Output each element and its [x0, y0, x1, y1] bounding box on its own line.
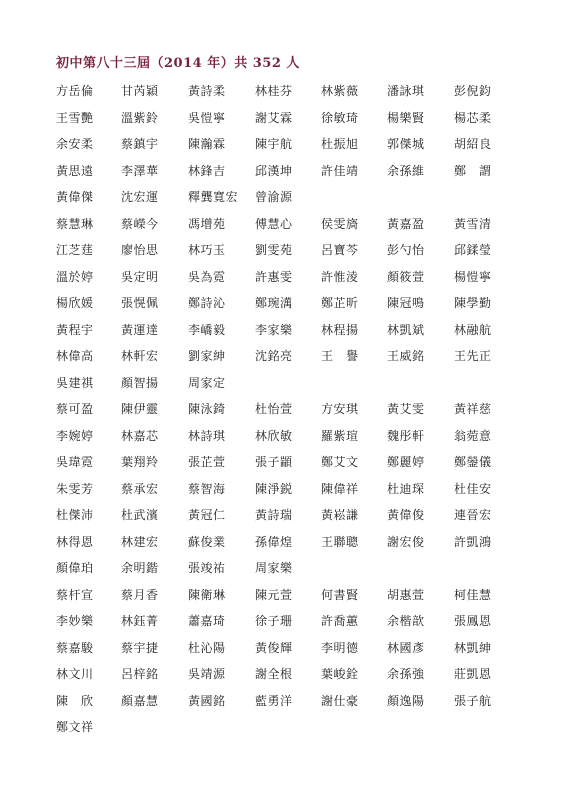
name-row [0, 215, 566, 233]
student-name: 羅紫瑄 [321, 428, 359, 443]
student-name: 許佳靖 [321, 163, 359, 178]
student-name: 蔡嘉駿 [56, 640, 94, 655]
student-name: 蔡鎮宇 [121, 137, 159, 151]
student-name: 林桂芬 [255, 84, 293, 98]
student-name: 林欣敏 [255, 428, 293, 443]
student-name: 吳靖源 [188, 667, 226, 681]
student-name: 黃思遠 [56, 163, 94, 178]
student-name: 余孫強 [387, 667, 425, 681]
student-name: 鄭鎣儀 [454, 455, 492, 469]
name-row [0, 135, 566, 153]
student-name: 陳元萱 [255, 587, 293, 602]
student-name: 陳冠鳴 [387, 296, 425, 310]
student-name: 黃偉傑 [56, 190, 94, 204]
student-name: 何書賢 [321, 587, 359, 602]
name-row [0, 347, 566, 365]
student-name: 王聯聰 [321, 534, 359, 549]
student-name: 陳瀚霖 [188, 137, 226, 151]
student-name: 廖怡思 [121, 243, 159, 257]
student-name: 陳學勤 [454, 296, 492, 310]
student-name: 溫於婷 [56, 269, 94, 284]
student-name: 邱鍒瑩 [454, 243, 492, 257]
student-name: 林凱紳 [454, 640, 492, 655]
name-row [0, 665, 566, 683]
student-name: 黃國銘 [188, 693, 226, 708]
student-name: 杜佳安 [454, 481, 492, 496]
name-row [0, 506, 566, 524]
student-name: 林建宏 [121, 534, 159, 549]
student-name: 方安琪 [321, 402, 359, 416]
name-row [0, 321, 566, 339]
student-name: 鄭麗婷 [387, 455, 425, 469]
name-row [0, 692, 566, 710]
student-name: 楊欣媛 [56, 296, 94, 310]
student-name: 許喬蕙 [321, 614, 359, 628]
student-name: 顏嘉慧 [121, 693, 159, 708]
name-row [0, 109, 566, 127]
student-name: 曾渝源 [255, 190, 293, 204]
student-name: 鄭文祥 [56, 720, 94, 734]
student-name: 林融航 [454, 322, 492, 337]
student-name: 蘇俊業 [188, 534, 226, 549]
student-name: 周家定 [188, 375, 226, 390]
student-name: 劉家紳 [188, 349, 226, 363]
student-name: 杜傑沛 [56, 508, 94, 522]
student-name: 蔡宇捷 [121, 640, 159, 655]
name-row [0, 82, 566, 100]
student-name: 釋龔寬宏 [188, 190, 239, 204]
name-row [0, 718, 566, 736]
student-name: 潘詠琪 [387, 84, 425, 98]
student-name: 楊樂賢 [387, 110, 425, 125]
student-name: 顏逸陽 [387, 693, 425, 708]
student-name: 魏彤軒 [387, 428, 425, 443]
student-name: 鄭琬澫 [255, 296, 293, 310]
student-name: 傅慧心 [255, 216, 293, 231]
student-name: 鄭詩沁 [188, 296, 226, 310]
student-name: 甘芮穎 [121, 84, 159, 98]
student-name: 陳泳錡 [188, 402, 226, 416]
student-name: 張竣祐 [188, 561, 226, 575]
student-name: 林偉高 [56, 349, 94, 363]
student-name: 謝宏俊 [387, 534, 425, 549]
student-name: 林鋒吉 [188, 163, 226, 178]
student-name: 李澤華 [121, 163, 159, 178]
student-name: 周家樂 [255, 561, 293, 575]
name-row [0, 427, 566, 445]
student-name: 林詩琪 [188, 428, 226, 443]
student-name: 陳宇航 [255, 137, 293, 151]
student-name: 謝艾霖 [255, 110, 293, 125]
student-name: 杜迪琛 [387, 481, 425, 496]
student-name: 王威銘 [387, 349, 425, 363]
student-name: 柯佳慧 [454, 587, 492, 602]
student-name: 劉雯苑 [255, 243, 293, 257]
student-name: 吳定明 [121, 269, 159, 284]
student-name: 江芝莛 [56, 243, 94, 257]
student-name: 張芷萱 [188, 455, 226, 469]
student-name: 吳愷寧 [188, 110, 226, 125]
name-row [0, 241, 566, 259]
student-name: 葉翔羚 [121, 455, 159, 469]
student-name: 郭傑城 [387, 137, 425, 151]
student-name: 黃俊輝 [255, 640, 293, 655]
student-name: 吳為霓 [188, 269, 226, 284]
student-name: 杜沁陽 [188, 640, 226, 655]
name-row [0, 188, 566, 206]
student-name: 顏筱萱 [387, 269, 425, 284]
name-row [0, 480, 566, 498]
student-name: 黃嘉盈 [387, 216, 425, 231]
student-name: 李嶠毅 [188, 322, 226, 337]
student-name: 余安柔 [56, 137, 94, 151]
student-name: 方岳倫 [56, 84, 94, 98]
student-name: 葉峻銓 [321, 667, 359, 681]
student-name: 陳偉祥 [321, 481, 359, 496]
student-name: 王 譽 [321, 349, 359, 363]
student-name: 蔡承宏 [121, 481, 159, 496]
student-name: 林國彥 [387, 640, 425, 655]
student-name: 鄭 謂 [454, 163, 492, 178]
student-name: 藍勇洋 [255, 693, 293, 708]
student-name: 黃艾雯 [387, 402, 425, 416]
student-name: 杜怡萱 [255, 402, 293, 416]
student-name: 翁菀意 [454, 428, 492, 443]
student-name: 呂梓銘 [121, 667, 159, 681]
student-name: 林文川 [56, 667, 94, 681]
student-name: 鄭芷昕 [321, 296, 359, 310]
student-name: 陳伊靈 [121, 402, 159, 416]
student-name: 黃詩柔 [188, 84, 226, 98]
name-row [0, 559, 566, 577]
student-name: 胡惠萱 [387, 587, 425, 602]
student-name: 孫偉煌 [255, 534, 293, 549]
student-name: 林程揚 [321, 322, 359, 337]
student-name: 張鳳恩 [454, 614, 492, 628]
student-name: 顏智揚 [121, 375, 159, 390]
student-name: 黃偉俊 [387, 508, 425, 522]
student-name: 張愰佩 [121, 296, 159, 310]
student-name: 李婉婷 [56, 428, 94, 443]
student-name: 陳衛琳 [188, 587, 226, 602]
student-name: 徐敏琦 [321, 110, 359, 125]
student-name: 陳淨鋭 [255, 481, 293, 496]
student-name: 蔡可盈 [56, 402, 94, 416]
student-name: 徐子珊 [255, 614, 293, 628]
name-row [0, 162, 566, 180]
name-row [0, 453, 566, 471]
student-name: 顏偉珀 [56, 561, 94, 575]
student-name: 黃祥慈 [454, 402, 492, 416]
student-name: 李家樂 [255, 322, 293, 337]
student-name: 余孫維 [387, 163, 425, 178]
name-row [0, 400, 566, 418]
student-name: 胡紹良 [454, 137, 492, 151]
name-row [0, 586, 566, 604]
page-title: 初中第八十三屆（2014 年）共 352 人 [56, 56, 300, 71]
student-name: 楊芯柔 [454, 110, 492, 125]
name-row [0, 268, 566, 286]
student-name: 蔡月香 [121, 587, 159, 602]
student-name: 連晉宏 [454, 508, 492, 522]
student-name: 沈宏運 [121, 190, 159, 204]
student-name: 彭勺怡 [387, 243, 425, 257]
student-name: 莊凱恩 [454, 667, 492, 681]
student-name: 許凱鴻 [454, 534, 492, 549]
student-name: 杜武濱 [121, 508, 159, 522]
student-name: 吳瑋霓 [56, 455, 94, 469]
student-name: 黃崧謙 [321, 508, 359, 522]
student-name: 張子航 [454, 693, 492, 708]
student-name: 余楷歆 [387, 614, 425, 628]
student-name: 許惠雯 [255, 269, 293, 284]
student-name: 林軒宏 [121, 349, 159, 363]
student-name: 黃雪清 [454, 216, 492, 231]
student-name: 王雪艷 [56, 110, 94, 125]
student-name: 陳 欣 [56, 693, 94, 708]
student-name: 林嘉芯 [121, 428, 159, 443]
student-name: 黃冠仁 [188, 508, 226, 522]
student-name: 蔡智海 [188, 481, 226, 496]
student-name: 林鈺菁 [121, 614, 159, 628]
student-name: 黃詩瑞 [255, 508, 293, 522]
name-row [0, 612, 566, 630]
name-row [0, 533, 566, 551]
student-name: 馮增苑 [188, 216, 226, 231]
student-name: 呂寶芩 [321, 243, 359, 257]
student-name: 許惟淩 [321, 269, 359, 284]
student-name: 朱雯芳 [56, 481, 94, 496]
student-name: 杜振旭 [321, 137, 359, 151]
student-name: 張子顓 [255, 455, 293, 469]
student-name: 謝仕豪 [321, 693, 359, 708]
student-name: 蔡杆宣 [56, 587, 94, 602]
student-name: 楊愷寧 [454, 269, 492, 284]
student-name: 林紫薇 [321, 84, 359, 98]
student-name: 邱漢坤 [255, 163, 293, 178]
name-row [0, 294, 566, 312]
student-name: 李明德 [321, 640, 359, 655]
student-name: 林巧玉 [188, 243, 226, 257]
student-name: 沈銘亮 [255, 349, 293, 363]
student-name: 黃運達 [121, 322, 159, 337]
student-name: 溫紫鈴 [121, 110, 159, 125]
student-name: 謝全根 [255, 667, 293, 681]
student-name: 蕭嘉琦 [188, 614, 226, 628]
student-name: 鄭艾文 [321, 455, 359, 469]
student-name: 蔡嶸今 [121, 216, 159, 231]
student-name: 吳建祺 [56, 375, 94, 390]
student-name: 彭倪鈞 [454, 84, 492, 98]
student-name: 李妙樂 [56, 614, 94, 628]
name-row [0, 639, 566, 657]
student-name: 蔡慧琳 [56, 216, 94, 231]
student-name: 余明鍇 [121, 561, 159, 575]
name-row [0, 374, 566, 392]
student-name: 林得恩 [56, 534, 94, 549]
student-name: 侯雯旖 [321, 216, 359, 231]
student-name: 黃程宇 [56, 322, 94, 337]
student-name: 林凱斌 [387, 322, 425, 337]
student-name: 王先正 [454, 349, 492, 363]
